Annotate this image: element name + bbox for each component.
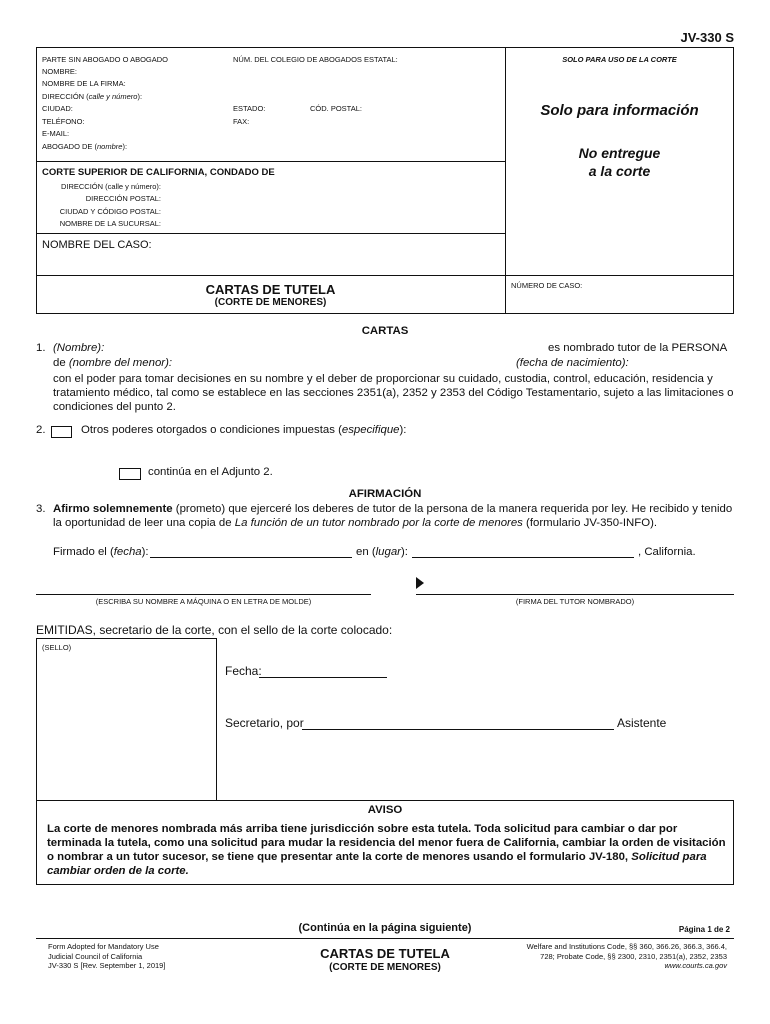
item1-number: 1. [36,342,46,354]
item1-appointed: es nombrado tutor de la PERSONA [548,342,728,354]
court-branch-label: NOMBRE DE LA SUCURSAL: [59,219,161,228]
firma-label: NOMBRE DE LA FIRMA: [42,79,126,88]
form-title: CARTAS DE TUTELA [205,282,336,297]
item3-number: 3. [36,503,46,515]
direccion-label: DIRECCIÓN (calle y número): [42,92,143,101]
nombre-label: NOMBRE: [42,67,78,76]
secretario-label: Secretario, por [225,716,304,730]
aviso-heading: AVISO [367,804,403,816]
signature-arrow-icon [416,577,424,589]
email-label: E-MAIL: [42,129,70,138]
ciudad-label: CIUDAD: [42,104,73,113]
fax-label: FAX: [233,117,250,126]
california-text: , California. [638,546,696,558]
en-label: en (lugar): [356,546,408,558]
continua-text: (Continúa en la página siguiente) [298,922,472,934]
aviso-text: La corte de menores nombrada más arriba tiene jurisdicción sobre esta tutela. Toda solicitud para cambiar o dar por terminada la tutela, como una solicitud para mudar la residencia del menor fuera de California, cambiar la orden de visitación o nombrar a un tutor sucesor, se tiene que presentar ante la corte de menores usando el formulario JV-180, Solicitud para cambiar orden de la corte. [47,823,726,877]
attorney-label: PARTE SIN ABOGADO O ABOGADO [42,55,169,64]
court-title: CORTE SUPERIOR DE CALIFORNIA, CONDADO DE [42,167,275,178]
form-number: JV-330 S [680,30,734,45]
court-postal-label: DIRECCIÓN POSTAL: [85,194,161,203]
signature-caption: (FIRMA DEL TUTOR NOMBRADO) [515,597,635,606]
info-only-text: Solo para información [540,102,699,119]
footer-subtitle: (CORTE DE MENORES) [329,962,441,973]
seal-box [36,638,217,801]
cartas-heading: CARTAS [361,325,409,337]
emitidas-text: EMITIDAS, secretario de la corte, con el sello de la corte colocado: [36,623,393,637]
seal-label: (SELLO) [42,643,72,652]
court-dir-label: DIRECCIÓN (calle y número): [60,182,161,191]
case-name-label: NOMBRE DEL CASO: [42,239,152,251]
abogado-de-label: ABOGADO DE (nombre): [42,142,128,151]
firmado-label: Firmado el (fecha): [53,546,149,558]
code-citations: Welfare and Institutions Code, §§ 360, 366.26, 366.3, 366.4, 728; Probate Code, §§ 2300, 2310, 2351(a), 2352, 2353 www.courts.ca.gov [470,942,727,971]
estado-label: ESTADO: [233,104,266,113]
fecha-line[interactable] [259,677,387,678]
court-use-label: SOLO PARA USO DE LA CORTE [562,55,677,64]
adopted-info: Form Adopted for Mandatory Use Judicial Council of California JV-330 S [Rev. September 1, 2019] [48,942,166,970]
item2-text: Otros poderes otorgados o condiciones impuestas (especifique): [81,424,407,436]
item2-checkbox[interactable] [51,423,72,441]
lugar-line[interactable] [412,557,634,558]
no-entregue-line1: No entregue [578,145,661,161]
firmado-date-line[interactable] [150,557,352,558]
case-number-label: NÚMERO DE CASO: [511,281,583,290]
name-print-caption: (ESCRIBA SU NOMBRE A MÁQUINA O EN LETRA DE MOLDE) [95,597,312,606]
no-entregue-line2: a la corte [588,163,651,179]
afirmacion-heading: AFIRMACIÓN [348,488,422,500]
fecha-label: Fecha: [225,664,262,678]
item1-de: de (nombre del menor): [53,357,173,369]
telefono-label: TELÉFONO: [42,117,85,126]
adjunto-text: continúa en el Adjunto 2. [148,466,273,478]
item3-text: Afirmo solemnemente (prometo) que ejerceré los deberes de tutor de la persona de la manera requerida por ley. He recibido y tenido la oportunidad de leer una copia de La función de un tutor nombrado por la corte de menores (formulario JV-350-INFO). [53,503,733,529]
item1-name-label: (Nombre): [53,342,105,354]
secretario-line[interactable] [302,729,614,730]
item1-text: con el poder para tomar decisiones en su nombre y el deber de proporcionar su cuidado, custodia, control, educación, residencia y tratamiento médico, tal como se establece en las secciones 2351(a), 2352 y 2353 del Código Testamentario, sujeto a las limitaciones o condiciones del punto 2. [53,373,734,413]
courts-link[interactable]: www.courts.ca.gov [664,961,727,970]
cod-postal-label: CÓD. POSTAL: [310,104,362,113]
page-number: Página 1 de 2 [678,925,730,934]
asistente-label: Asistente [617,716,667,730]
court-city-label: CIUDAD Y CÓDIGO POSTAL: [59,207,161,216]
signature-line[interactable] [416,594,734,595]
footer-title: CARTAS DE TUTELA [320,946,450,961]
form-subtitle: (CORTE DE MENORES) [214,297,327,308]
item2-number: 2. [36,424,46,436]
adjunto-checkbox[interactable] [119,465,141,483]
bar-number-label: NÚM. DEL COLEGIO DE ABOGADOS ESTATAL: [233,55,398,64]
name-print-line[interactable] [36,594,371,595]
item1-dob-label: (fecha de nacimiento): [516,357,629,369]
